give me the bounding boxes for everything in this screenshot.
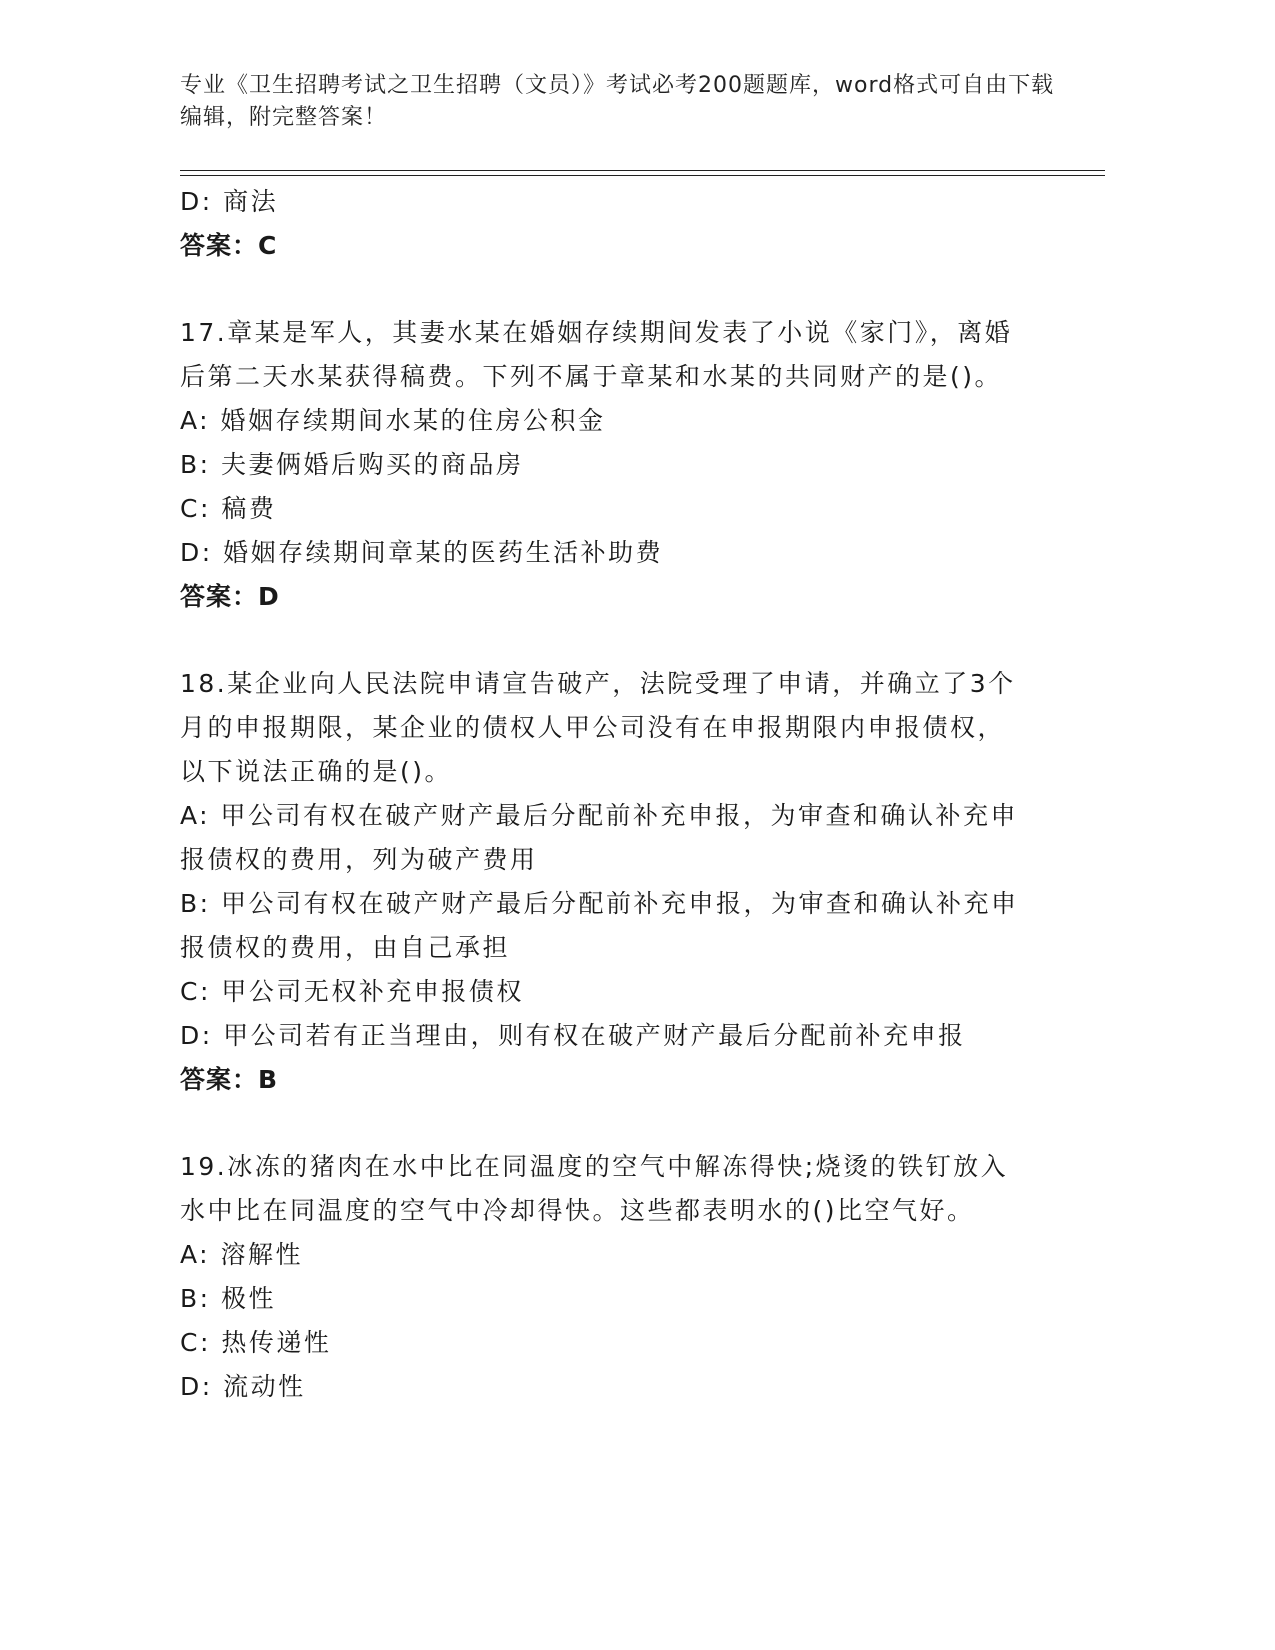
answer: 答案：B [180,1065,279,1094]
option-a: A: 溶解性 [180,1240,304,1269]
option-a-continued: 报债权的费用，列为破产费用 [180,845,538,874]
question-text-line: 19.冰冻的猪肉在水中比在同温度的空气中解冻得快;烧烫的铁钉放入 [180,1152,1009,1181]
option-c: C: 热传递性 [180,1328,332,1357]
header-divider-bottom [180,175,1105,176]
question-spacer [180,268,1040,311]
question-text-line: 月的申报期限，某企业的债权人甲公司没有在申报期限内申报债权， [180,713,1006,742]
option-d: D: 甲公司若有正当理由，则有权在破产财产最后分配前补充申报 [180,1021,966,1050]
question-text-line: 17.章某是军人，其妻水某在婚姻存续期间发表了小说《家门》，离婚 [180,318,1013,347]
question-text-line: 以下说法正确的是()。 [180,757,453,786]
question-18 [180,662,1040,1102]
question-19 [180,1145,1040,1409]
option-d: D: 商法 [180,187,279,216]
header-divider-top [180,170,1105,171]
option-b: B: 极性 [180,1284,277,1313]
option-c: C: 甲公司无权补充申报债权 [180,977,524,1006]
option-b: B: 甲公司有权在破产财产最后分配前补充申报，为审查和确认补充申 [180,889,1019,918]
option-b: B: 夫妻俩婚后购买的商品房 [180,450,524,479]
question-text-line: 18.某企业向人民法院申请宣告破产，法院受理了申请，并确立了3个 [180,669,1016,698]
option-b-continued: 报债权的费用，由自己承担 [180,933,511,962]
answer: 答案：D [180,582,280,611]
question-17 [180,311,1040,619]
option-d: D: 流动性 [180,1372,306,1401]
question-text-line: 后第二天水某获得稿费。下列不属于章某和水某的共同财产的是()。 [180,362,1003,391]
option-c: C: 稿费 [180,494,277,523]
question-list [180,180,1040,1409]
answer: 答案：C [180,231,278,260]
question-text-line: 水中比在同温度的空气中冷却得快。这些都表明水的()比空气好。 [180,1196,975,1225]
document-header: 专业《卫生招聘考试之卫生招聘（文员）》考试必考200题题库，word格式可自由下载编辑，附完整答案！ [180,73,1055,130]
previous-question-tail [180,180,1040,268]
question-spacer [180,619,1040,662]
option-d: D: 婚姻存续期间章某的医药生活补助费 [180,538,664,567]
question-spacer [180,1102,1040,1145]
option-a: A: 甲公司有权在破产财产最后分配前补充申报，为审查和确认补充申 [180,801,1019,830]
option-a: A: 婚姻存续期间水某的住房公积金 [180,406,606,435]
